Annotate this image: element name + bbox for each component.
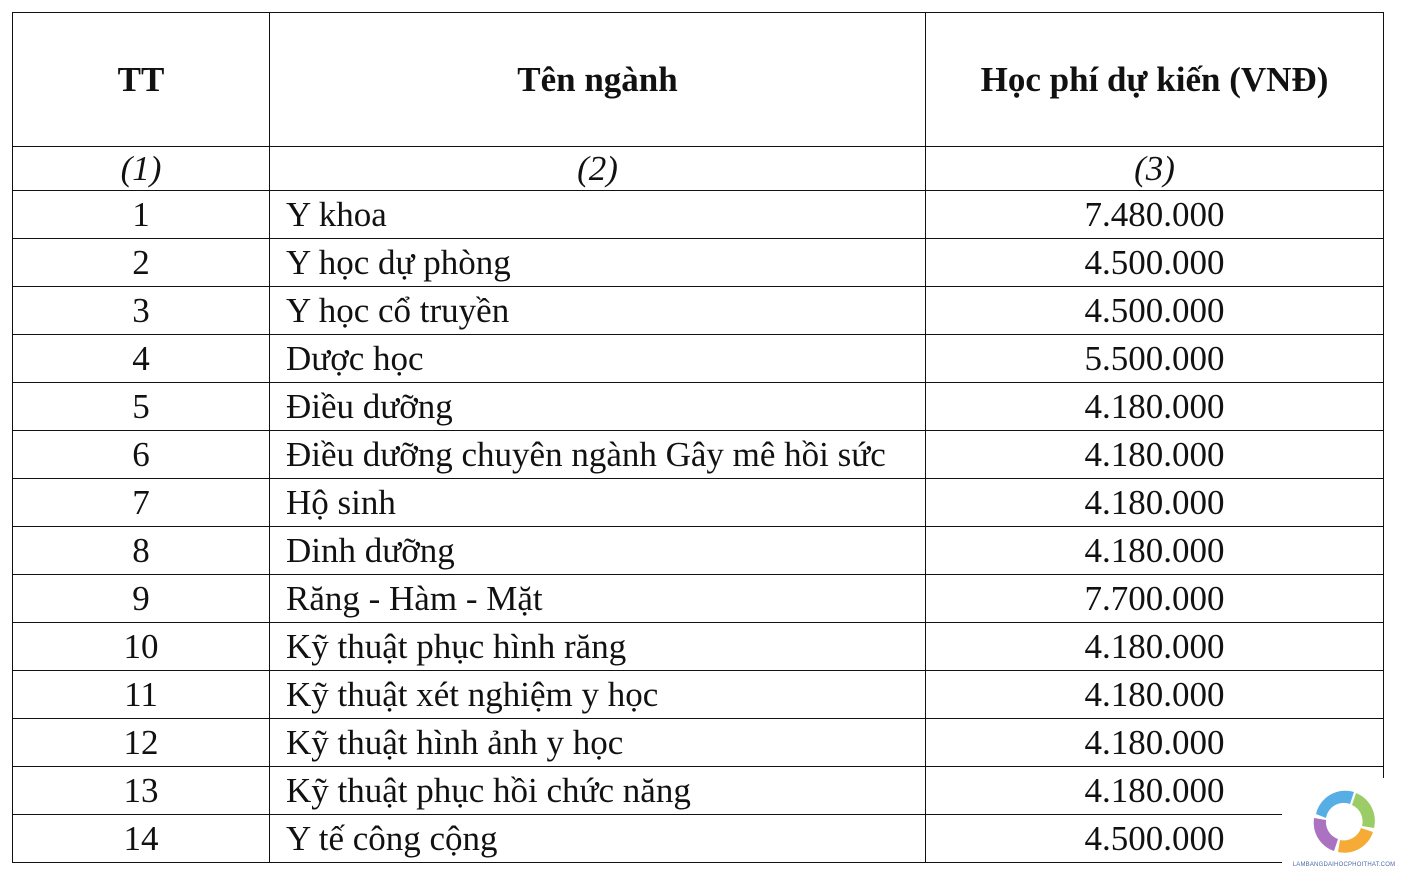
row-fee: 4.180.000 bbox=[926, 383, 1384, 431]
row-name: Y học dự phòng bbox=[270, 239, 926, 287]
row-tt: 9 bbox=[13, 575, 270, 623]
row-name: Y khoa bbox=[270, 191, 926, 239]
row-tt: 11 bbox=[13, 671, 270, 719]
table-row bbox=[13, 287, 1384, 335]
row-name: Y tế công cộng bbox=[270, 815, 926, 863]
row-tt: 1 bbox=[13, 191, 270, 239]
table-row bbox=[13, 767, 1384, 815]
table-row bbox=[13, 575, 1384, 623]
header-row bbox=[13, 13, 1384, 147]
row-fee: 4.180.000 bbox=[926, 767, 1384, 815]
row-name: Dược học bbox=[270, 335, 926, 383]
index-row bbox=[13, 147, 1384, 191]
row-name: Điều dưỡng bbox=[270, 383, 926, 431]
index-col-1: (1) bbox=[13, 147, 270, 191]
table-row bbox=[13, 623, 1384, 671]
row-tt: 2 bbox=[13, 239, 270, 287]
table-row bbox=[13, 239, 1384, 287]
watermark-caption: LAMBANGDAIHOCPHOITHAT.COM bbox=[1292, 862, 1396, 868]
row-name: Y học cổ truyền bbox=[270, 287, 926, 335]
row-name: Kỹ thuật phục hồi chức năng bbox=[270, 767, 926, 815]
row-tt: 10 bbox=[13, 623, 270, 671]
row-tt: 3 bbox=[13, 287, 270, 335]
row-fee: 4.180.000 bbox=[926, 719, 1384, 767]
row-name: Kỹ thuật phục hình răng bbox=[270, 623, 926, 671]
table-row bbox=[13, 719, 1384, 767]
row-fee: 5.500.000 bbox=[926, 335, 1384, 383]
index-col-3: (3) bbox=[926, 147, 1384, 191]
row-tt: 4 bbox=[13, 335, 270, 383]
row-tt: 12 bbox=[13, 719, 270, 767]
table-row bbox=[13, 815, 1384, 863]
row-tt: 13 bbox=[13, 767, 270, 815]
header-fee: Học phí dự kiến (VNĐ) bbox=[926, 13, 1384, 147]
header-name: Tên ngành bbox=[270, 13, 926, 147]
table-row bbox=[13, 335, 1384, 383]
row-fee: 7.700.000 bbox=[926, 575, 1384, 623]
row-tt: 8 bbox=[13, 527, 270, 575]
table-row bbox=[13, 479, 1384, 527]
table-row bbox=[13, 527, 1384, 575]
row-tt: 5 bbox=[13, 383, 270, 431]
table-row bbox=[13, 431, 1384, 479]
row-fee: 4.180.000 bbox=[926, 671, 1384, 719]
tuition-table bbox=[12, 12, 1384, 863]
table-row bbox=[13, 191, 1384, 239]
row-fee: 4.180.000 bbox=[926, 479, 1384, 527]
table-row bbox=[13, 671, 1384, 719]
row-name: Dinh dưỡng bbox=[270, 527, 926, 575]
row-fee: 4.500.000 bbox=[926, 287, 1384, 335]
row-fee: 7.480.000 bbox=[926, 191, 1384, 239]
row-fee: 4.500.000 bbox=[926, 815, 1384, 863]
row-name: Điều dưỡng chuyên ngành Gây mê hồi sức bbox=[270, 431, 926, 479]
header-tt: TT bbox=[13, 13, 270, 147]
row-name: Hộ sinh bbox=[270, 479, 926, 527]
row-name: Kỹ thuật xét nghiệm y học bbox=[270, 671, 926, 719]
watermark-swirl-icon bbox=[1282, 778, 1406, 868]
row-fee: 4.500.000 bbox=[926, 239, 1384, 287]
row-tt: 7 bbox=[13, 479, 270, 527]
row-name: Răng - Hàm - Mặt bbox=[270, 575, 926, 623]
row-fee: 4.180.000 bbox=[926, 623, 1384, 671]
row-tt: 6 bbox=[13, 431, 270, 479]
index-col-2: (2) bbox=[270, 147, 926, 191]
row-tt: 14 bbox=[13, 815, 270, 863]
row-fee: 4.180.000 bbox=[926, 431, 1384, 479]
watermark-logo bbox=[1282, 778, 1406, 890]
row-name: Kỹ thuật hình ảnh y học bbox=[270, 719, 926, 767]
row-fee: 4.180.000 bbox=[926, 527, 1384, 575]
table-row bbox=[13, 383, 1384, 431]
